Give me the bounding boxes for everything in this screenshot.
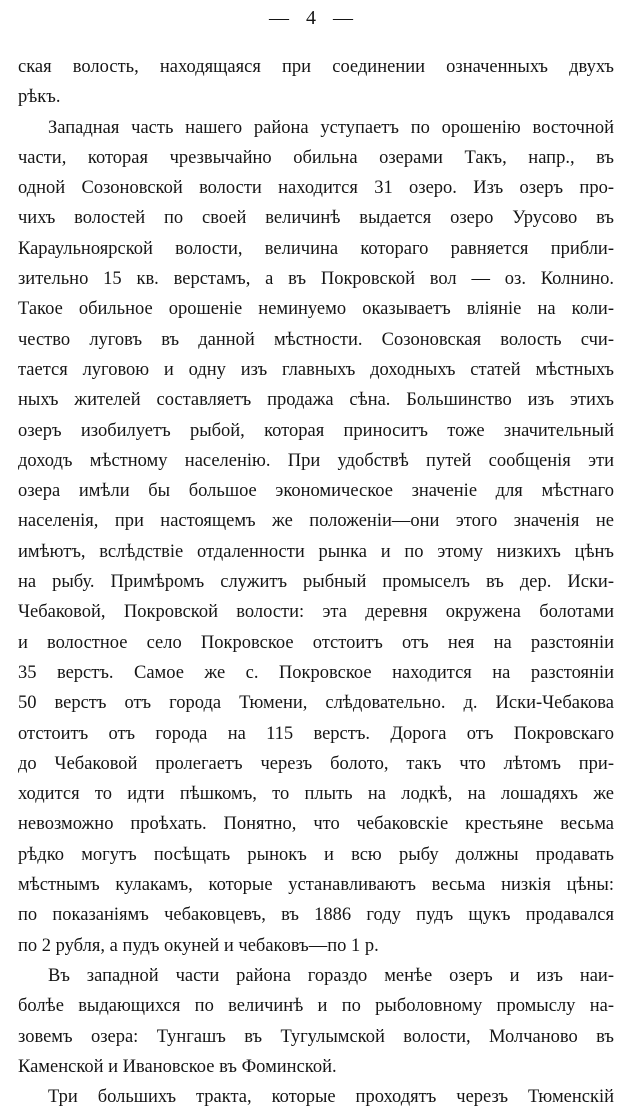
text-line: невозможно проѣхать. Понятно, что чебаковскіе крестьяне весьма (18, 814, 614, 835)
text-line: зовемъ озера: Тунгашъ въ Тугулымской волости, Молчаново въ (18, 1026, 614, 1047)
text-line: Западная часть нашего района уступаетъ по орошенію восточной (48, 117, 614, 138)
text-line: отстоитъ отъ города на 115 верстъ. Дорога отъ Покровскаго (18, 723, 614, 744)
text-line: части, которая чрезвычайно обильна озерами Такъ, напр., въ (18, 147, 614, 168)
text-line: ская волость, находящаяся при соединении означенныхъ двухъ (18, 57, 614, 77)
text-line: и волостное село Покровское отстоитъ отъ нея на разстояніи (18, 632, 614, 653)
text-line: Каменской и Ивановское въ Фоминской. (18, 1056, 337, 1077)
text-line: озеръ изобилуетъ рыбой, которая приноситъ тоже значительный (18, 420, 614, 441)
text-line: Три большихъ тракта, которые проходятъ черезъ Тюменскій (48, 1087, 614, 1108)
text-line: по показаніямъ чебаковцевъ, въ 1886 году пудъ щукъ продавался (18, 905, 614, 926)
text-line: одной Созоновской волости находится 31 озеро. Изъ озеръ про- (18, 178, 614, 199)
text-line: зительно 15 кв. верстамъ, а въ Покровской вол — оз. Колнино. (18, 269, 614, 290)
text-line: на рыбу. Примѣромъ служитъ рыбный промыселъ въ дер. Иски- (18, 572, 614, 593)
text-line: озера имѣли бы большое экономическое значеніе для мѣстнаго (18, 481, 614, 502)
text-line: имѣютъ, вслѣдствіе отдаленности рынка и по этому низкихъ цѣнъ (18, 541, 614, 562)
text-line: рѣдко могутъ посѣщать рынокъ и всю рыбу должны продавать (18, 844, 614, 865)
text-line: Чебаковой, Покровской волости: эта деревня окружена болотами (18, 602, 614, 623)
text-line: доходъ мѣстному населенію. При удобствѣ путей сообщенія эти (18, 450, 614, 471)
text-line: 35 верстъ. Самое же с. Покровское находится на разстояніи (18, 662, 614, 683)
text-line: 50 верстъ отъ города Тюмени, слѣдовательно. д. Иски-Чебакова (18, 693, 614, 714)
text-line: Такое обильное орошеніе неминуемо оказываетъ вліяніе на коли- (18, 299, 614, 320)
text-line: населенія, при настоящемъ же положеніи—они этого значенія не (18, 511, 614, 532)
text-line: мѣстнымъ кулакамъ, которые устанавливаютъ весьма низкія цѣны: (18, 875, 614, 896)
text-line: по 2 рубля, а пудъ окуней и чебаковъ—по 1 р. (18, 935, 379, 956)
text-line: Караульноярской волости, величина котораго равняется прибли- (18, 238, 614, 259)
text-line: болѣе выдающихся по величинѣ и по рыболовному промыслу на- (18, 996, 614, 1017)
text-line: Въ западной части района гораздо менѣе озеръ и изъ наи- (48, 965, 614, 986)
text-line: ныхъ жителей составляетъ продажа сѣна. Большинство изъ этихъ (18, 390, 614, 411)
text-line: чихъ волостей по своей величинѣ выдается озеро Урусово въ (18, 208, 614, 229)
text-line: до Чебаковой пролегаетъ черезъ болото, такъ что лѣтомъ при- (18, 753, 614, 774)
text-line: рѣкъ. (18, 87, 61, 108)
text-line: ходится то идти пѣшкомъ, то плыть на лодкѣ, на лошадяхъ же (18, 784, 614, 805)
page-number: — 4 — (269, 7, 359, 29)
body-text (18, 52, 614, 1112)
text-line: тается луговою и одну изъ главныхъ доходныхъ статей мѣстныхъ (18, 359, 614, 380)
text-line: чество луговъ въ данной мѣстности. Созоновская волость счи- (18, 329, 614, 350)
